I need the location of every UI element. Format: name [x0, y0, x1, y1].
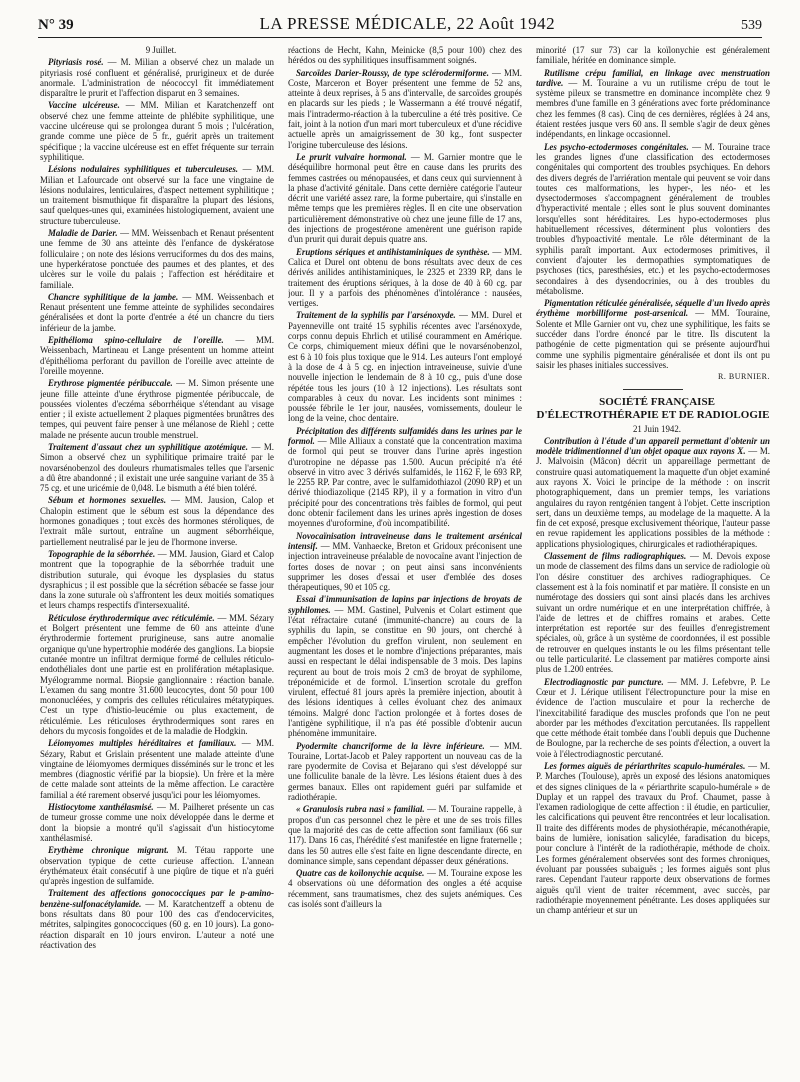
article-heading: Rutilisme crépu familial, en linkage avec menstruation tardive. — [536, 67, 770, 88]
article-paragraph — [536, 298, 770, 370]
article-text: — MM. Durel et Payenneville ont traité 15 syphilis récentes avec l'arsénoxyde, corps connu depuis Ehrlich et utilisé couramment en Amérique. Ce corps, chimiquement mieux défini que le novarsénobenzol, est 6 à 10 fois plus toxique que le 914. Les auteurs l'ont employé à la dose de 4 à 5 cg. en injection intraveineuse, suivie d'une nouvelle injection le lendemain de 8 à 10 cg., puis d'une dose répétée tous les jours (10 à 12 injections). Les résultats sont comparables à ceux du novar. Les incidents sont minimes : poussée fébrile le 1er jour, nausées, vomissements, douleur le long de la veine, choc dentaire. — [288, 310, 522, 424]
article-paragraph — [288, 804, 522, 866]
article-paragraph — [40, 613, 274, 737]
article-heading: Maladie de Darier. — [48, 228, 118, 239]
section-separator — [623, 389, 683, 390]
article-text: — MM. J. Lefebvre, P. Le Cœur et J. Lérique utilisent l'électropuncture pour la mise en évidence de l'action musculaire et pour la recherche de l'inexcitabilité faradique des muscles profonds que l'on ne peut aborder par les méthodes d'excitation percutanées. Ils rappellent que cette méthode était tombée dans l'oubli depuis que Duchenne de Boulogne, par la recherche de ses points d'élection, a ouvert la voie à l'électrodiagnostic percutané. — [536, 676, 770, 759]
article-paragraph — [288, 68, 522, 150]
article-paragraph — [40, 292, 274, 333]
article-text: — MM. Vanhaecke, Breton et Gridoux préconisent une injection intraveineuse préalable de novocaïne avant l'injection de fortes doses de novar ; on peut ainsi sans inconvénients supprimer les doses d'essai et user d'emblée des doses thérapeutiques, 90 et 105 cg. — [288, 540, 522, 593]
society-session-date: 21 Juin 1942. — [632, 423, 682, 434]
page-header — [38, 14, 762, 34]
article-text: — M. Devois expose un mode de classement des films dans un service de radiologie où l'on désire constituer des archives radiographiques. Ce classement est à la fois nominatif et par matière. Il consiste en un numérotage des dossiers qui sont ainsi placés dans les archives suivant un ordre numérique et en une interprétation chiffrée, à l'aide de lettres et de chiffres romains et arabes. Cette interprétation est reportée sur des feuilles d'enregistrement spéciales, où, grâce à un système de coordonnées, il est possible de retrouver en quelques instants le ou les films présentant telle ou telle particularité. Le classement par matières comporte ainsi plus de 1.200 entrées. — [536, 551, 770, 675]
article-heading: Vaccine ulcéreuse. — [48, 100, 120, 111]
article-paragraph — [40, 57, 274, 98]
article-text: — MM. Weissenbach et Renaut présentent une femme atteinte de syphilides secondaires généralisées et dont la porte d'entrée a été un chancre du tiers inférieur de la jambe. — [40, 291, 274, 333]
article-paragraph — [40, 228, 274, 290]
article-text: — M. Touraine a vu un rutilisme crépu de tout le système pileux se transmettre en dominance incomplète chez 9 membres d'une famille en 3 générations avec forte prédominance chez les femmes (8 cas). Cinq de ces dernières, réglées à 24 ans, étaient restées jusque vers 60 ans. Il semble s'agir de deux gènes indépendants, en linkage occasionnel. — [536, 77, 770, 140]
article-paragraph — [536, 45, 770, 66]
article-paragraph — [536, 142, 770, 296]
article-paragraph — [40, 549, 274, 611]
article-text: — MM. Weissenbach, Martineau et Lange présentent un homme atteint d'épithélioma perforant du pavillon de l'oreille avec atteinte de l'oreille moyenne. — [40, 335, 274, 376]
issue-number: N° 39 — [38, 17, 74, 33]
article-heading: Pigmentation réticulée généralisée, séquelle d'un livedo après érythème morbilliforme post-arsenical. — [536, 298, 770, 319]
article-heading: Epithélioma spino-cellulaire de l'oreille. — [48, 335, 224, 346]
article-text: — M. Pailheret présente un cas de tumeur grosse comme une noix développée dans le derme et dont la biopsie a montré qu'il s'agissait d'un histiocytome xanthélasmisé. — [40, 802, 274, 843]
article-paragraph — [288, 868, 522, 909]
article-text: — M. P. Marches (Toulouse), après un exposé des lésions anatomiques et des signes cliniques de la « périarthrite scapulo-humérale » de Duplay et un rappel des travaux du Prof. Chaumet, passe à l'examen radiologique de cette affection : il étudie, en particulier, les calcifications qui peuvent être rencontrées et leur localisation. Il traite des différents modes de physiothérapie, mécanothérapie, bains de lumière, ionisation salicylée, faradisation du biceps, pour conclure à l'intérêt de la radiothérapie, méthode de choix. Les formes généralement observées sont des formes chroniques, évoluant par poussées subaiguës ; les formes aiguës sont plus rares. Cependant l'auteur rapporte deux observations de formes aiguës qu'il vient de traiter récemment, avec succès, par radiothérapie moyennement pénétrante. Les doses appliquées sur un champ antérieur et sur un — [536, 761, 770, 916]
column-2 — [288, 45, 522, 1075]
article-heading: Les formes aiguës de périarthrites scapulo-humérales. — [544, 761, 746, 771]
article-heading: Le prurit vulvaire hormonal. — [296, 151, 407, 162]
column-2-items — [288, 45, 522, 909]
article-text: — M. Touraine trace les grandes lignes d'une classification des ectodermoses congénitales qui comportent des troubles psychiques. En dehors des divers degrés de l'arriération mentale qui peuvent se voir dans toutes ces malformations, les hyper-, les néo- et les dysectodermoses s'accompagnent généralement de troubles d'hyperactivité mentale ; elles sont le plus souvent dominantes lorsqu'elles sont héréditaires. Les hypo-ectodermoses plus habituellement récessives, déterminent plus volontiers des troubles d'hypoactivité mentale. Le rôle déterminant de la syphilis paraît important. Aux ectodermoses primitives, il convient d'ajouter les dermopathies symptomatiques de psychoses (tics, paresthésies, etc.) et les psycho-ectodermoses secondaires à des dysendocrinies, ou à des troubles du métabolisme. — [536, 141, 770, 296]
article-text: — M. Garnier montre que le déséquilibre hormonal peut être en cause dans les prurits des femmes castrées ou ménopausées, et dans ceux qui surviennent à la phase d'activité génitale. Dans cette dernière catégorie l'auteur décrit une variété assez rare, la forme pubertaire, qui s'installe en même temps que les premières règles. Il en cite une observation particulièrement démonstrative où chez une jeune fille de 17 ans, des injections de progestérone amenèrent une guérison rapide d'un prurit qui durait depuis quatre ans. — [288, 151, 522, 245]
article-text: — M. Touraine rappelle, à propos d'un cas personnel chez le père et une de ses trois filles que la majorité des cas de cette affection sont familiaux (66 sur 117). Dans 16 cas, l'hérédité s'est manifestée en ligne fraternelle ; dans les 50 autres elle s'est faite en ligne descendante directe, en dominance simple, sans cependant dépasser deux générations. — [288, 804, 522, 866]
article-paragraph — [40, 495, 274, 546]
article-text: — MM. Jausion, Calop et Chalopin estiment que le sébum est sous la dépendance des hormones gonadiques ; tout excès des hormones stéroliques, de l'extrait mâle surtout, entraîne un augment séborrhéique, partiellement neutralisé par le jeu de l'hormone inverse. — [40, 495, 274, 547]
article-paragraph — [536, 761, 770, 915]
article-heading: Pyodermite chancriforme de la lèvre inférieure. — [296, 740, 485, 751]
article-paragraph — [40, 442, 274, 493]
article-heading: Contribution à l'étude d'un appareil permettant d'obtenir un modèle tridimentionnel d'un objet opaque aux rayons X. — [536, 435, 770, 457]
article-text: — MM. Weissenbach et Renaut présentent une femme de 30 ans atteinte dès l'enfance de dyskératose folliculaire ; on note des lésions verruciformes du dos des mains, une hyperkératose ponctuée des paumes et des plantes, et des ulcères sur le voile du palais ; l'affection est héréditaire et familiale. — [40, 228, 274, 290]
article-paragraph — [288, 310, 522, 423]
session-date: 9 Juillet. — [145, 45, 177, 55]
article-paragraph — [40, 888, 274, 950]
article-text: — M. Simon a observé chez un syphilitique primaire traité par le novarsénobenzol des douleurs rhumatismales telles que l'arsenic a dû être abandonné ; il existait une urée sanguine variant de 35 à 75 cg. et une uricémie de 0,048. Le bismuth a été bien toléré. — [40, 441, 274, 494]
article-heading: Eruptions sériques et antihistaminiques de synthèse. — [296, 246, 490, 257]
article-heading: Chancre syphilitique de la jambe. — [48, 291, 179, 302]
article-heading: Réticulose érythrodermique avec réticulémie. — [48, 612, 215, 623]
society-title: SOCIÉTÉ FRANÇAISE D'ÉLECTROTHÉRAPIE ET DE RADIOLOGIE — [536, 395, 770, 421]
article-text: — MM. Touraine, Solente et Mlle Garnier ont vu, chez une syphilitique, les faits se succéder dans l'ordre énoncé par le titre. Ils discutent la pathogénie de cette pigmentation qui se présente aujourd'hui comme une syphilis pigmentaire généralisée et dont ils ont pu saisir les phases initiales successives. — [536, 308, 770, 370]
article-paragraph — [536, 551, 770, 675]
article-paragraph — [288, 152, 522, 245]
article-heading: Classement de films radiographiques. — [544, 551, 687, 562]
article-text: minorité (17 sur 73) car la koïlonychie est généralement familiale, héritée en dominance simple. — [536, 45, 770, 66]
article-heading: Novocaïnisation intraveineuse dans le traitement arsénical intensif. — [288, 530, 522, 551]
article-heading: Essai d'immunisation de lapins par injections de broyats de syphilomes. — [288, 594, 522, 615]
article-heading: Topographie de la séborrhée. — [48, 548, 156, 559]
article-paragraph — [288, 531, 522, 593]
article-paragraph — [288, 426, 522, 529]
article-paragraph — [40, 164, 274, 226]
article-text: — M. Milian a observé chez un malade un pityriasis rosé confluent et généralisé, prurigineux et de durée anormale. L'administration de néococcyl fit immédiatement disparaître le prurit et l'affection disparut en 3 semaines. — [40, 57, 274, 99]
article-text: — MM. Gastinel, Pulvenis et Colart estiment que l'état réfractaire cutané (immunité-chancre) au cours de la syphilis du lapin, se constitue en 90 jours, ont cherché à empêcher l'évolution du greffon virulent, non seulement en augmentant les doses et le nombre d'injections préparantes, mais aussi en respectant le délai indispensable de 3 mois. Des lapins reçurent au bout de trois mois 2 cm3 de broyat de syphilome, tréponémicide et de formol. L'insertion scrotale du greffon virulent, effectué 81 jours après la première injection, aboutit à des lésions identiques à celles évoluant chez des animaux témoins. Malgré donc l'action prolongée et à fortes doses de l'antigène syphilitique, il n'a pas été possible d'obtenir aucun phénomène immunitaire. — [288, 604, 522, 739]
article-text: — MM. Coste, Marceron et Boyer présentent une femme de 52 ans, atteinte à deux reprises, à 5 ans d'intervalle, de sarcoïdes groupés en placards sur les pieds ; le Wassermann a été trouvé négatif, mais l'intradermo-réaction à la tuberculine a été très positive. Ce fait, joint à la notion d'un mari mort tuberculeux et d'une récidive actuelle après un amaigrissement de 30 kg., font suspecter l'origine tuberculeuse des lésions. — [288, 67, 522, 150]
article-paragraph — [40, 802, 274, 843]
article-text: — M. J. Malvoisin (Mâcon) décrit un appareillage permettant de construire quasi automatiquement la maquette d'un objet examiné aux rayons X. Voici le principe de la méthode : on inscrit photographiquement, dans un premier temps, les variations angulaires du rayon rentgénien tangent à l'objet. Cette inscription sert, dans un deuxième temps, au modelage de la maquette. A la fin de cet exposé, presque exclusivement théorique, l'auteur passe en revue rapidement les applications possibles de la méthode : applications physiologiques, chirurgicales et radiothérapiques. — [536, 446, 770, 549]
article-text: — MM. Milian et Karatchenzeff ont observé chez une femme atteinte de phlébite syphilitique, une vaccine ulcéreuse qui se prolongea durant 5 mois ; l'ulcération, grande comme une pièce de 5 fr., guérit après un traitement spécifique ; la vaccine ulcéreuse est en effet fréquente sur terrain syphilitique. — [40, 100, 274, 162]
header-rule — [38, 37, 762, 38]
article-paragraph — [536, 68, 770, 140]
article-paragraph — [288, 741, 522, 803]
article-text: — MM. Jausion, Giard et Calop montrent que la topographie de la séborrhée traduit une distribution suturale, qui évoque les dysplasies du status dysraphicus ; il est possible que la sécrétion sébacée se fasse jour dans la zone suturale où s'affrontent les deux moitiés somatiques et leurs champs respectifs d'intersexualité. — [40, 548, 274, 611]
article-heading: Lésions nodulaires syphilitiques et tuberculeuses. — [48, 164, 239, 175]
article-heading: Quatre cas de koïlonychie acquise. — [296, 868, 425, 879]
article-paragraph — [536, 677, 770, 759]
article-paragraph — [288, 45, 522, 66]
column-3-items-top — [536, 45, 770, 370]
article-text: — M. Simon présente une jeune fille atteinte d'une érythrose pigmentée péribuccale, de poussées violentes d'eczéma séborrhéique s'étendant au visage entier ; il existe actuellement 2 plaques pigmentées brunâtres des tempes, qui peuvent faire penser à une mélanose de Riehl ; cette malade ne présente aucun trouble menstruel. — [40, 378, 274, 440]
journal-title: LA PRESSE MÉDICALE, 22 Août 1942 — [259, 14, 556, 33]
article-paragraph — [40, 845, 274, 886]
article-heading: Traitement d'assaut chez un syphilitique azotémique. — [48, 441, 248, 452]
article-heading: Traitement des affections gonococciques par le p-amino-benzène-sulfonacétylamide. — [40, 888, 274, 909]
article-heading: Traitement de la syphilis par l'arsénoxyde. — [296, 310, 456, 321]
article-paragraph — [40, 100, 274, 162]
article-text: — MM. Touraine, Lortat-Jacob et Paley rapportent un nouveau cas de la rare pyodermite de Covisa et Bejarano qui s'est développé sur une folliculite banale de la lèvre. Les lésions étaient dues à des germes banaux. Elles ont rapidement guéri par sulfamide et radiothérapie. — [288, 740, 522, 803]
article-text: — MM. Sézary, Rabut et Grislain présentent une malade atteinte d'une vingtaine de léiomyomes dermiques disséminés sur le tronc et les membres (diagnostic vérifié par la biopsie). Un frère et la mère de cette malade sont atteints de la même affection. Le caractère familial a été rarement observé jusqu'ici pour les léiomyomes. — [40, 738, 274, 800]
article-text: — MM. Calica et Durel ont obtenu de bons résultats avec deux de ces dérivés anilides antihistaminiques, le 2325 et 2339 RP, dans le traitement des éruptions sériques, à la dose de 40 à 60 cg. par jour. Il y a parfois des phénomènes d'intolérance : nausées, vertiges. — [288, 246, 522, 309]
article-heading: Erythrose pigmentée péribuccale. — [48, 378, 173, 389]
article-text: réactions de Hecht, Kahn, Meinicke (8,5 pour 100) chez des hérédos ou des syphilitiques insuffisamment soignés. — [288, 45, 522, 66]
article-heading: Electrodiagnostic par puncture. — [544, 676, 664, 687]
column-3-items-bottom — [536, 436, 770, 916]
article-heading: Sarcoïdes Darier-Roussy, de type sclérodermiforme. — [296, 67, 489, 78]
article-heading: Histiocytome xanthélasmisé. — [48, 802, 154, 813]
article-text: — M. Karatchentzeff a obtenu de bons résultats dans 80 pour 100 des cas d'endocervicites, métrites, salpingites gonococciques (60 g. en 10 jours). La gono-réaction disparaît en 10 jours environ. L'auteur a noté une réactivation des — [40, 898, 274, 950]
article-heading: Sébum et hormones sexuelles. — [48, 495, 167, 506]
article-text: — MM. Sézary et Bolgert présentent une femme de 60 ans atteinte d'une érythrodermie fortement prurigineuse, sans autre anomalie organique qu'une hypertrophie modérée des ganglions. La biopsie cutanée montre un infiltrat dermique formé de cellules réticulo-endothéliales dont une partie est en prolifération métaplasique. Myélogramme normal. Biopsie ganglionnaire : réaction banale. L'examen du sang montre 31.600 leucocytes, dont 50 pour 100 mononucléées, y compris des cellules réticulaires métatypiques. C'est un type d'histio-leucémie ou plus exactement, de réticulémie. Les réticuloses érythrodermiques sont rares en dehors du mycosis fongoïdes et de la maladie de Hodgkin. — [40, 612, 274, 736]
article-text: — MM. Milian et Lafourcade ont observé sur la face une vingtaine de lésions nodulaires, lenticulaires, d'aspect nettement syphilitique ; un traitement bismuthique fit disparaître la plupart des lésions, sauf quelques-unes qui, examinées histologiquement, avaient une structure tuberculeuse. — [40, 164, 274, 226]
article-paragraph — [40, 738, 274, 800]
article-text: — Mlle Alliaux a constaté que la concentration maxima de formol qui peut se trouver dans l'urine après ingestion d'urotropine ne dépasse pas 1.500. Aucun précipité n'a été observé in vitro avec 3 dérivés sulfamidés, le 1162 F, le 693 RP, le 2255 RP. Par contre, avec le sulfamidothiazol (2090 RP) et un dérivé thiodiazolique (2145 RP), il y a formation in vitro d'un précipité pour des concentrations très faibles de formol, qui peut donc obtenir facilement dans les urines après ingestion de doses moyennes d'uroformine, d'où incompatibilité. — [288, 435, 522, 529]
column-1-items — [40, 57, 274, 950]
signature: R. BURNIER. — [718, 372, 770, 382]
column-1 — [40, 45, 274, 1075]
article-heading: Précipitation des différents sulfamidés dans les urines par le formol. — [288, 425, 522, 446]
article-heading: « Granulosis rubra nasi » familial. — [296, 804, 425, 815]
article-paragraph — [40, 335, 274, 376]
article-paragraph — [40, 378, 274, 440]
article-heading: Léiomyomes multiples héréditaires et familiaux. — [48, 738, 237, 749]
article-paragraph — [288, 594, 522, 738]
page-number: 539 — [741, 18, 762, 33]
article-heading: Pityriasis rosé. — [48, 57, 104, 68]
article-heading: Erythème chronique migrant. — [48, 845, 169, 856]
column-3 — [536, 45, 770, 1075]
article-text: — M. Touraine expose les 4 observations où une déformation des ongles a été acquise récemment, sans traumatismes, chez des sujets anémiques. Ces cas isolés sont d'ailleurs la — [288, 868, 522, 910]
article-text: M. Tétau rapporte une observation typique de cette curieuse affection. L'annean érythémateux était consécutif à une piqûre de tique et n'a guéri qu'après ingestion de sulfamide. — [40, 845, 274, 887]
article-paragraph — [288, 247, 522, 309]
article-heading: Les psycho-ectodermoses congénitales. — [544, 141, 689, 152]
article-paragraph — [536, 436, 770, 549]
